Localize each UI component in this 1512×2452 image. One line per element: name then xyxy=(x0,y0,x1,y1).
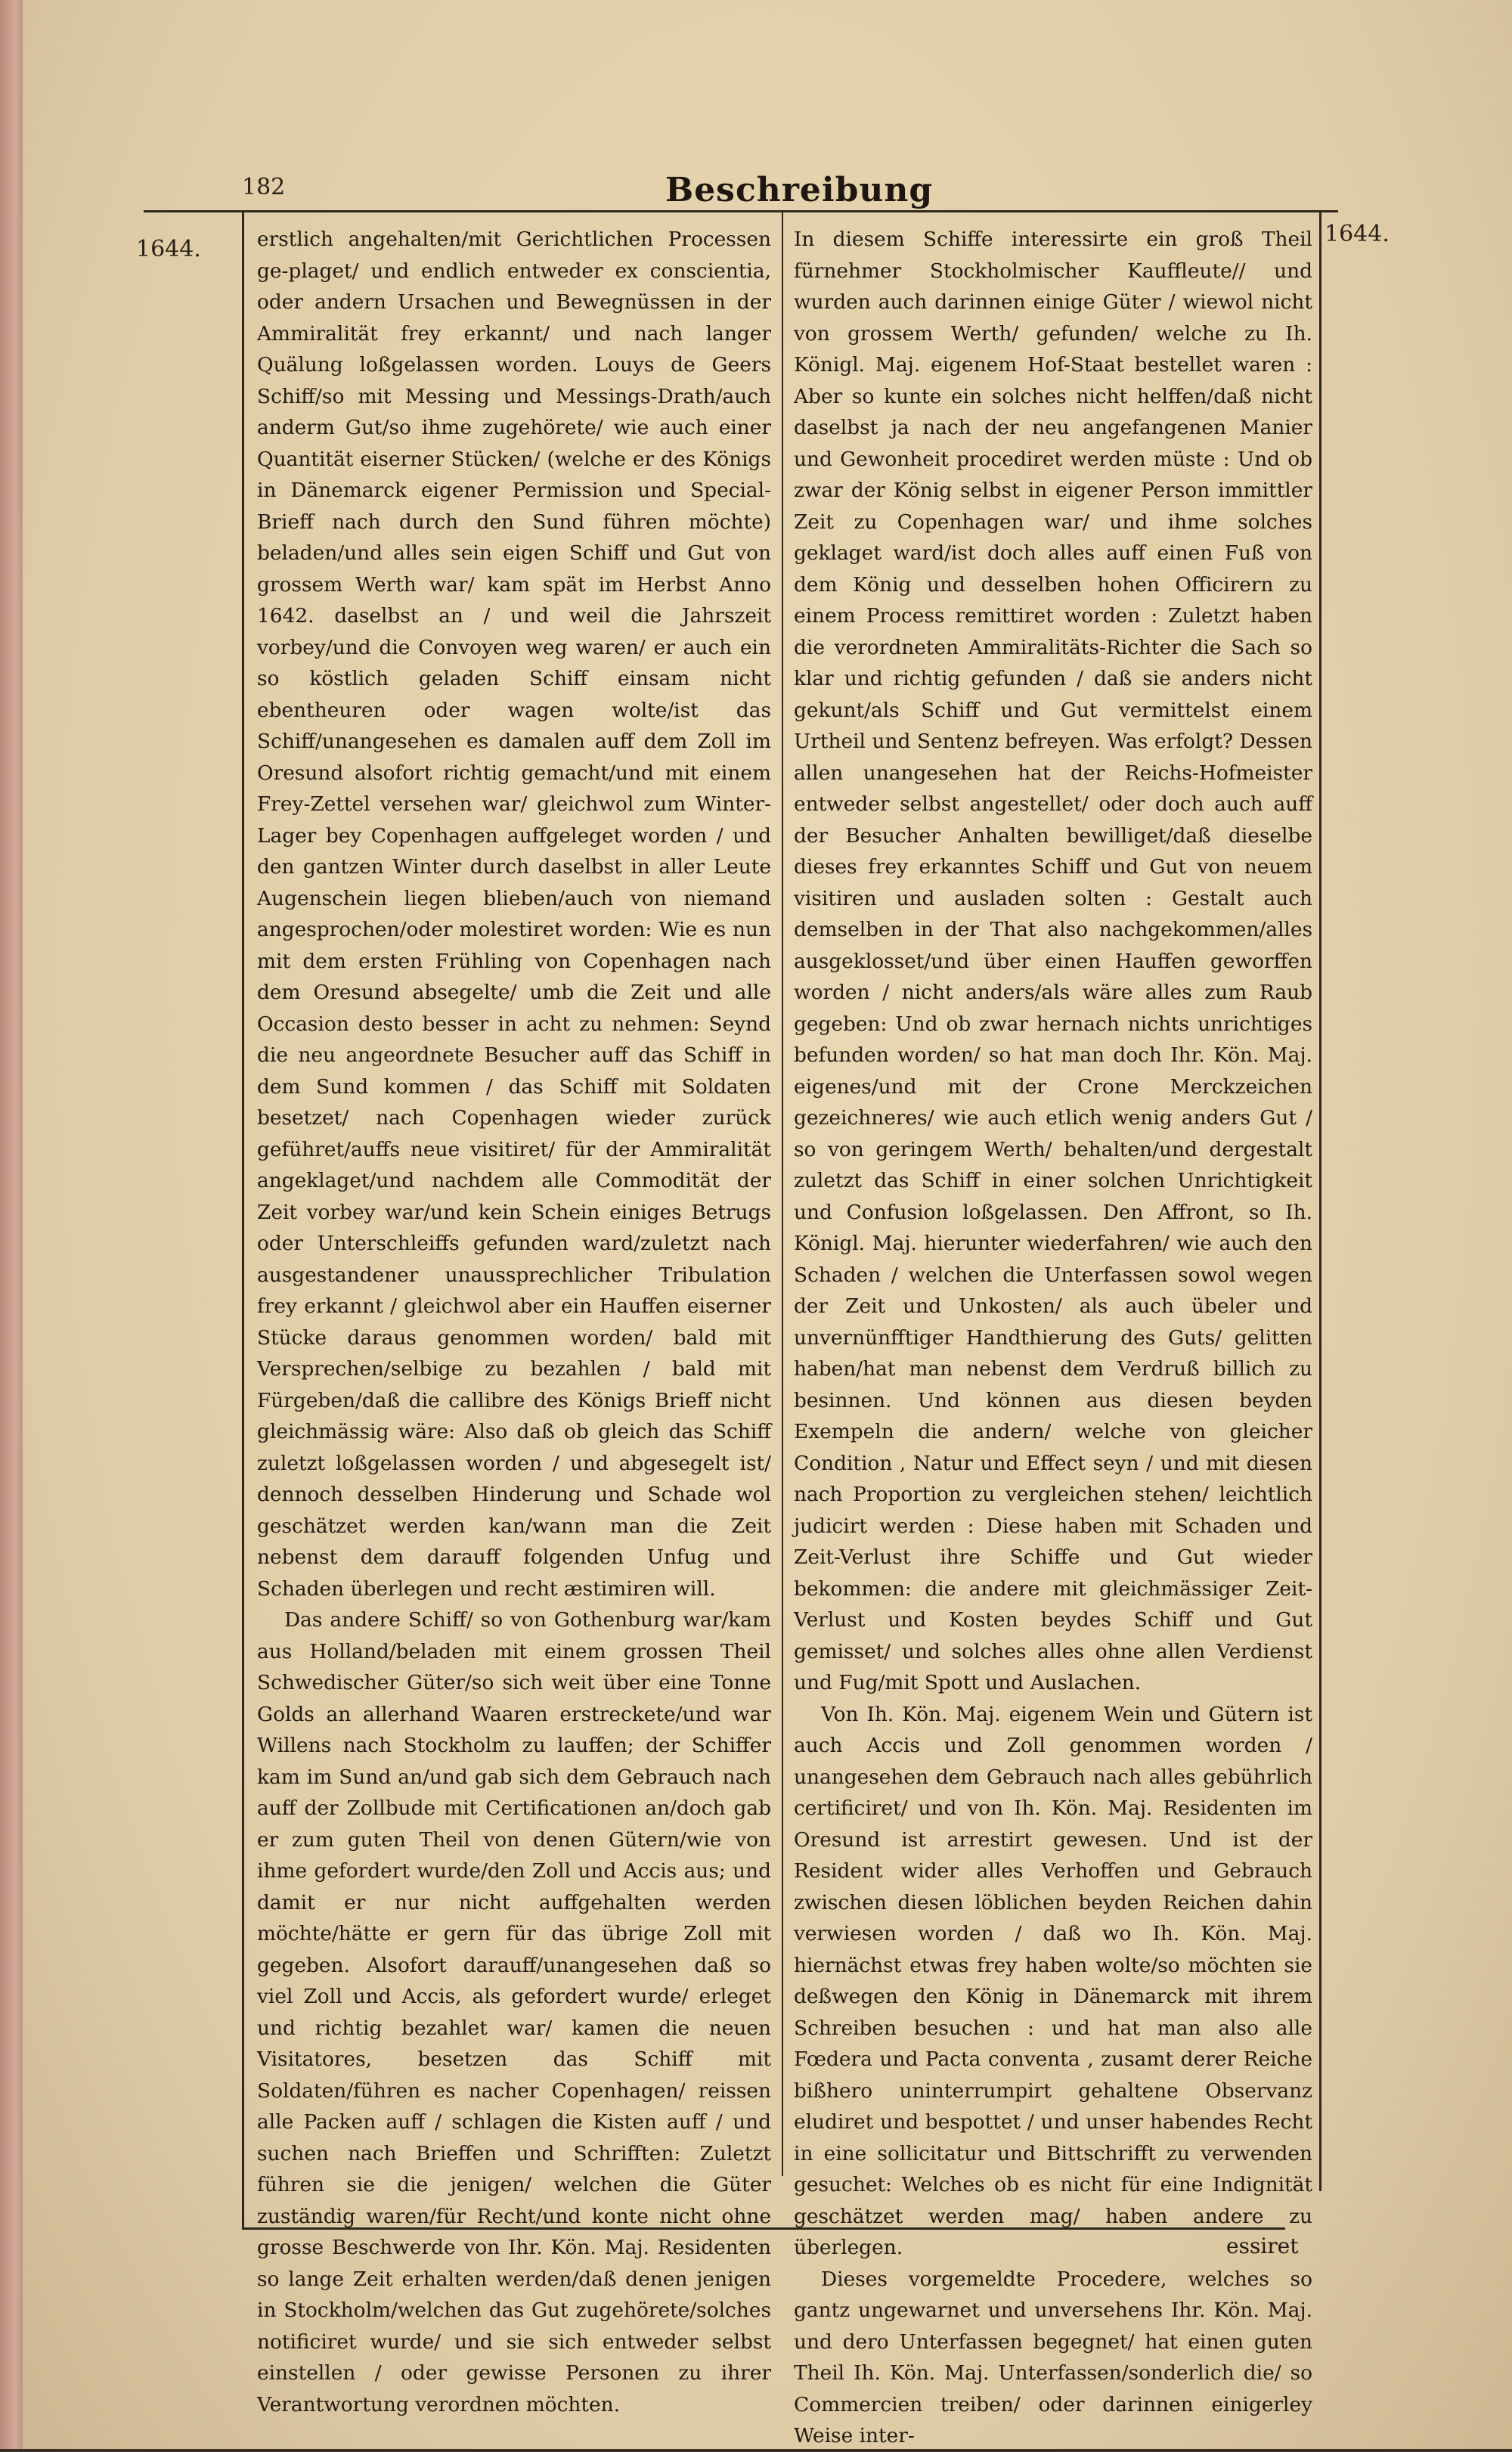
paragraph: Das andere Schiff/ so von Gothenburg war/kam aus Holland/beladen mit einem grossen Theil Schwedischer Güter/so sich weit über eine Tonne Golds an allerhand Waaren erstreckete/und war Willens nach Stockholm zu lauffen; der Schiffer kam im Sund an/und gab sich dem Gebrauch nach auff der Zollbude mit Certificationen an/doch gab er zum guten Theil von denen Gütern/wie von ihme gefordert wurde/den Zoll und Accis aus; und damit er nur nicht auffgehalten werden möchte/hätte er gern für das übrige Zoll mit gegeben. Alsofort darauff/unangesehen daß so viel Zoll und Accis, als gefordert wurde/ erleget und richtig bezahlet war/ kamen die neuen Visitatores, besetzen das Schiff mit Soldaten/führen es nacher Copenhagen/ reissen alle Packen auff / schlagen die Kisten auff / und suchen nach Brieffen und Schrifften: Zuletzt führen sie die jenigen/ welchen die Güter zuständig waren/für Recht/und konte nicht ohne grosse Beschwerde von Ihr. Kön. Maj. Residenten so lange Zeit erhalten werden/daß denen jenigen in Stockholm/welchen das Gut zugehörete/solches notificiret wurde/ und sie sich entweder selbst einstellen / oder gewisse Personen zu ihrer Verantwortung verordnen möchten. xyxy=(257,1608,771,2416)
catchword: essiret xyxy=(1226,2233,1299,2258)
column-divider xyxy=(782,210,783,2176)
left-frame-rule xyxy=(242,210,244,2227)
paragraph: Dieses vorgemeldte Procedere, welches so gantz ungewarnet und unversehens Ihr. Kön. Maj. und dero Unterfassen begegnet/ hat einen guten Theil Ih. Kön. Maj. Unterfassen/sonderlich die/ so Commercien treiben/ oder darinnen einigerley Weise inter- xyxy=(794,2267,1312,2447)
right-text-column xyxy=(794,224,1312,2452)
page-number: 182 xyxy=(242,174,286,200)
paragraph: In diesem Schiffe interessirte ein groß Theil fürnehmer Stockholmischer Kauffleute// und wurden auch darinnen einige Güter / wiewol nicht von grossem Werth/ gefunden/ welche zu Ih. Königl. Maj. eigenem Hof-Staat bestellet waren : Aber so kunte ein solches nicht helffen/daß nicht daselbst ja nach der neu angefangenen Manier und Gewonheit procediret werden müste : Und ob zwar der König selbst in eigener Person immittler Zeit zu Copenhagen war/ und ihme solches geklaget ward/ist doch alles auff einen Fuß von dem König und desselben hohen Officirern zu einem Process remittiret worden : Zuletzt haben die verordneten Ammiralitäts-Richter die Sach so klar und richtig gefunden / daß sie anders nicht gekunt/als Schiff und Gut vermittelst einem Urtheil und Sentenz befreyen. Was erfolgt? Dessen allen unangesehen hat der Reichs-Hofmeister entweder selbst angestellet/ oder doch auch auff der Besucher Anhalten bewilliget/daß dieselbe dieses frey erkanntes Schiff und Gut von neuem visitiren und ausladen solten : Gestalt auch demselben in der That also nachgekommen/alles ausgeklosset/und über einen Hauffen geworffen worden / nicht anders/als wäre alles zum Raub gegeben: Und ob zwar hernach nichts unrichtiges befunden worden/ so hat man doch Ihr. Kön. Maj. eigenes/und mit der Crone Merckzeichen gezeichneres/ wie auch etlich wenig anders Gut / so von geringem Werth/ behalten/und dergestalt zuletzt das Schiff in einer solchen Unrichtigkeit und Confusion loßgelassen. Den Affront, so Ih. Königl. Maj. hierunter wiederfahren/ wie auch den Schaden / welchen die Unterfassen sowol wegen der Zeit und Unkosten/ als auch übeler und unvernünfftiger Handthierung des Guts/ gelitten haben/hat man nebenst dem Verdruß billich zu besinnen. Und können aus diesen beyden Exempeln die andern/ welche von gleicher Condition , Natur und Effect seyn / und mit diesen nach Proportion zu vergleichen stehen/ leichtlich judicirt werden : Diese haben mit Schaden und Zeit-Verlust ihre Schiffe und Gut wieder bekommen: die andere mit gleichmässiger Zeit-Verlust und Kosten beydes Schiff und Gut gemisset/ und solches alles ohne allen Verdienst und Fug/mit Spott und Auslachen. xyxy=(794,228,1312,1694)
margin-year-left: 1644. xyxy=(136,236,201,262)
header-rule xyxy=(144,210,1338,212)
page-header xyxy=(242,168,1331,213)
running-title: Beschreibung xyxy=(665,171,934,209)
right-frame-rule xyxy=(1319,210,1321,2191)
paragraph: erstlich angehalten/mit Gerichtlichen Processen ge-plaget/ und endlich entweder ex conscientia, oder andern Ursachen und Bewegnüssen in der Ammiralität frey erkannt/ und nach langer Quälung loßgelassen worden. Louys de Geers Schiff/so mit Messing und Messings-Drath/auch anderm Gut/so ihme zugehörete/ wie auch einer Quantität eiserner Stücken/ (welche er des Königs in Dänemarck eigener Permission und Special-Brieff nach durch den Sund führen möchte) beladen/und alles sein eigen Schiff und Gut von grossem Werth war/ kam spät im Herbst Anno 1642. daselbst an / und weil die Jahrszeit vorbey/und die Convoyen weg waren/ er auch ein so köstlich geladen Schiff einsam nicht ebentheuren oder wagen wolte/ist das Schiff/unangesehen es damalen auff dem Zoll im Oresund alsofort richtig gemacht/und mit einem Frey-Zettel versehen war/ gleichwol zum Winter-Lager bey Copenhagen auffgeleget worden / und den gantzen Winter durch daselbst in aller Leute Augenschein liegen blieben/auch von niemand angesprochen/oder molestiret worden: Wie es nun mit dem ersten Frühling von Copenhagen nach dem Oresund absegelte/ umb die Zeit und alle Occasion desto besser in acht zu nehmen: Seynd die neu angeordnete Besucher auff das Schiff in dem Sund kommen / das Schiff mit Soldaten besetzet/ nach Copenhagen wieder zurück geführet/auffs neue visitiret/ für der Ammiralität angeklaget/und nachdem alle Commodität der Zeit vorbey war/und kein Schein einiges Betrugs oder Unterschleiffs gefunden ward/zuletzt nach ausgestandener unaussprechlicher Tribulation frey erkannt / gleichwol aber ein Hauffen eiserner Stücke daraus genommen worden/ bald mit Versprechen/selbige zu bezahlen / bald mit Fürgeben/daß die callibre des Königs Brieff nicht gleichmässig wäre: Also daß ob gleich das Schiff zuletzt loßgelassen worden / und abgesegelt ist/ dennoch desselben Hinderung und Schade wol geschätzet werden kan/wann man die Zeit nebenst dem darauff folgenden Unfug und Schaden überlegen und recht æstimiren will. xyxy=(257,228,771,1601)
left-text-column xyxy=(257,224,771,2420)
paragraph: Von Ih. Kön. Maj. eigenem Wein und Gütern ist auch Accis und Zoll genommen worden / unangesehen dem Gebrauch nach alles gebührlich certificiret/ und von Ih. Kön. Maj. Residenten im Oresund ist arrestirt gewesen. Und ist der Resident wider alles Verhoffen und Gebrauch zwischen diesen löblichen beyden Reichen dahin verwiesen worden / daß wo Ih. Kön. Maj. hiernächst etwas frey haben wolte/so möchten sie deßwegen den König in Dänemarck mit ihrem Schreiben besuchen : und hat man also alle Fœdera und Pacta conventa , zusamt derer Reiche bißhero uninterrumpirt gehaltene Observanz eludiret und bespottet / und unser habendes Recht in eine sollicitatur und Bittschrifft zu verwenden gesuchet: Welches ob es nicht für eine Indignität geschätzet werden mag/ haben andere zu überlegen. xyxy=(794,1702,1312,2259)
margin-year-right: 1644. xyxy=(1325,221,1390,247)
